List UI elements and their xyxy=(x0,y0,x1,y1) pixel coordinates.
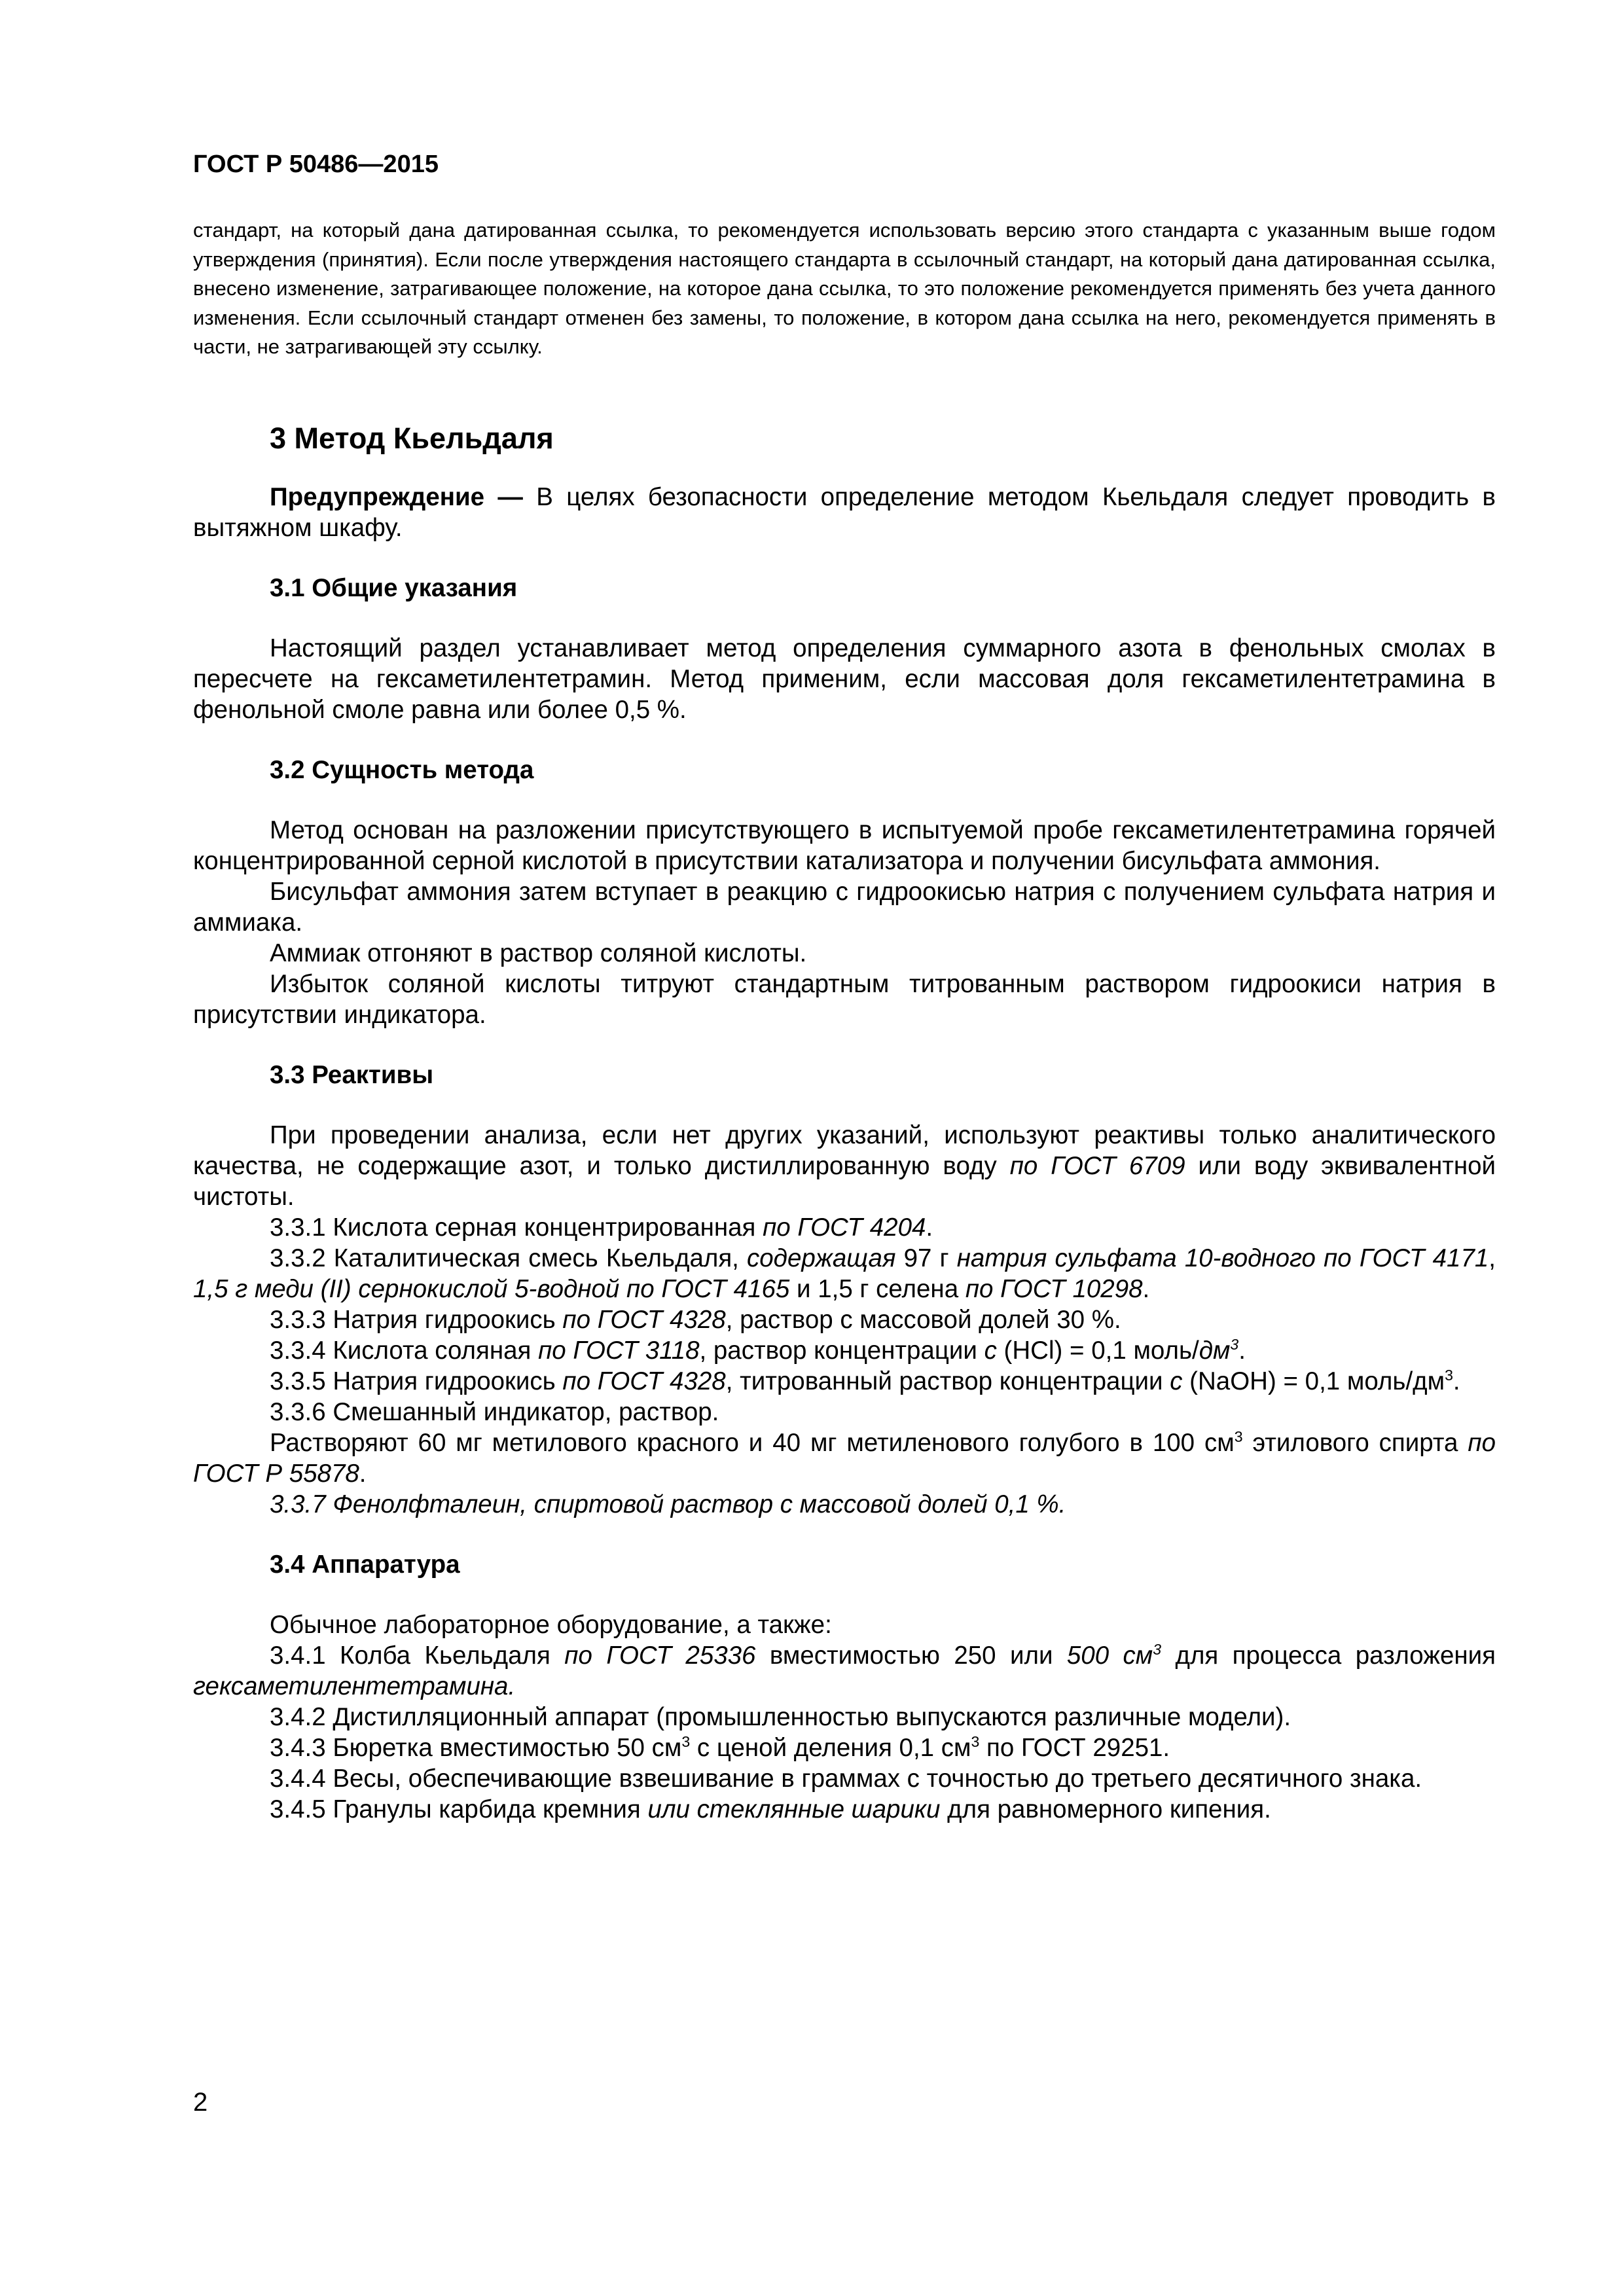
section-3-2-paragraph: Аммиак отгоняют в раствор соляной кислоты. xyxy=(270,939,807,967)
reagent-item-3-3-1: 3.3.1 Кислота серная концентрированная по ГОСТ 4204. xyxy=(270,1213,933,1242)
reagents-intro: При проведении анализа, если нет других указаний, используют реактивы только аналитического качества, не содержащие азот, и только дистиллированную воду по ГОСТ 6709 или воду эквивалентной чистоты. xyxy=(193,1121,1496,1211)
section-3-2-paragraph: Избыток соляной кислоты титруют стандартным титрованным раствором гидроокиси натрия в присутствии индикатора. xyxy=(193,970,1496,1029)
reagent-item-3-3-7: 3.3.7 Фенолфталеин, спиртовой раствор с массовой долей 0,1 %. xyxy=(270,1490,1066,1518)
apparatus-item-3-4-1: 3.4.1 Колба Кьельдаля по ГОСТ 25336 вместимостью 250 или 500 $см^3$ для процесса разложения гексаметилентетрамина. xyxy=(193,1641,1496,1700)
indicator-preparation: Растворяют 60 мг метилового красного и 40 мг метиленового голубого в 100 $см^3$ этилового спирта по ГОСТ Р 55878. xyxy=(193,1428,1496,1488)
intro-paragraph: стандарт, на который дана датированная ссылка, то рекомендуется использовать версию этого стандарта с указанным выше годом утверждения (принятия). Если после утверждения настоящего стандарта в ссылочный стандарт, на который дана датированная ссылка, внесено изменение, затрагивающее положение, на которое дана ссылка, то это положение рекомендуется применять без учета данного изменения. Если ссылочный стандарт отменен без замены, то положение, в котором дана ссылка на него, рекомендуется применять в части, не затрагивающей эту ссылку. xyxy=(193,219,1496,359)
reagent-item-3-3-5: 3.3.5 Натрия гидроокись по ГОСТ 4328, титрованный раствор концентрации с (NaOH) = 0,1 моль/$дм^3$. xyxy=(270,1367,1460,1395)
reagent-item-3-3-6: 3.3.6 Смешанный индикатор, раствор. xyxy=(270,1398,719,1426)
apparatus-intro: Обычное лабораторное оборудование, а также: xyxy=(270,1611,832,1639)
apparatus-item-3-4-5: 3.4.5 Гранулы карбида кремния или стеклянные шарики для равномерного кипения. xyxy=(270,1795,1271,1823)
section-3-2-title: 3.2 Сущность метода xyxy=(270,756,534,784)
section-3-1-title: 3.1 Общие указания xyxy=(270,574,518,602)
apparatus-item-3-4-4: 3.4.4 Весы, обеспечивающие взвешивание в граммах с точностью до третьего десятичного знака. xyxy=(270,1765,1422,1793)
standard-header: ГОСТ Р 50486—2015 xyxy=(193,151,439,178)
reagent-item-3-3-3: 3.3.3 Натрия гидроокись по ГОСТ 4328, раствор с массовой долей 30 %. xyxy=(270,1306,1121,1334)
document-body xyxy=(193,409,1496,1825)
section-3-2-paragraph: Метод основан на разложении присутствующего в испытуемой пробе гексаметилентетрамина горячей концентрированной серной кислотой в присутствии катализатора и получении бисульфата аммония. xyxy=(193,816,1496,875)
reagent-item-3-3-4: 3.3.4 Кислота соляная по ГОСТ 3118, раствор концентрации с (HCl) = 0,1 моль/$дм^3$. xyxy=(270,1336,1246,1365)
apparatus-item-3-4-3: 3.4.3 Бюретка вместимостью 50 $см^3$ с ценой деления 0,1 $см^3$ по ГОСТ 29251. xyxy=(270,1733,1170,1762)
section-3-title: 3 Метод Кьельдаля xyxy=(270,422,554,455)
warning-text: В целях безопасности определение методом Кьельдаля следует проводить в вытяжном шкафу. xyxy=(193,483,1496,542)
section-3-4-title: 3.4 Аппаратура xyxy=(270,1551,460,1579)
section-3-2-paragraph: Бисульфат аммония затем вступает в реакцию с гидроокисью натрия с получением сульфата натрия и аммиака. xyxy=(193,878,1496,937)
section-3-3-title: 3.3 Реактивы xyxy=(270,1061,434,1089)
page-number: 2 xyxy=(193,2088,208,2117)
warning-paragraph xyxy=(193,482,1496,543)
apparatus-item-3-4-2: 3.4.2 Дистилляционный аппарат (промышленностью выпускаются различные модели). xyxy=(270,1703,1291,1731)
reagent-item-3-3-2: 3.3.2 Каталитическая смесь Кьельдаля, содержащая 97 г натрия сульфата 10-водного по ГОСТ 4171, 1,5 г меди (II) сернокислой 5-водной по ГОСТ 4165 и 1,5 г селена по ГОСТ 10298. xyxy=(193,1244,1496,1303)
warning-label: Предупреждение — xyxy=(270,483,523,511)
section-3-1-text: Настоящий раздел устанавливает метод определения суммарного азота в фенольных смолах в пересчете на гексаметилентетрамин. Метод применим, если массовая доля гексаметилентетрамина в фенольной смоле равна или более 0,5 %. xyxy=(193,634,1496,724)
